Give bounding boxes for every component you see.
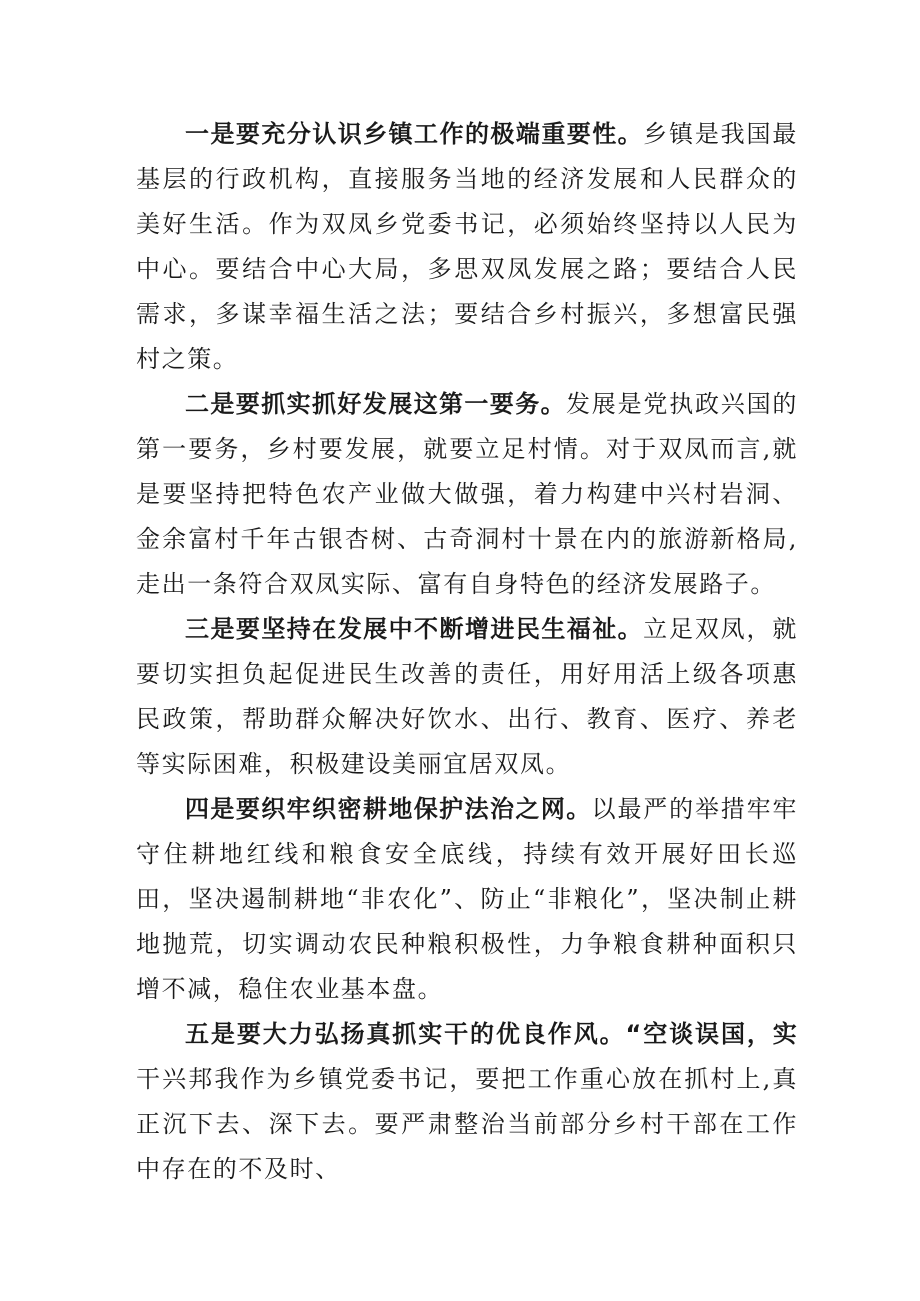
paragraph-1-text: 乡镇是我国最基层的行政机构，直接服务当地的经济发展和人民群众的美好生活。作为双凤乡党委书记，必须始终坚持以人民为中心。要结合中心大局，多思双凤发展之路；要结合人民需求，多谋幸福生活之法；要结合乡村振兴，多想富民强村之策。 [136,120,798,373]
paragraph-2-text: 发展是党执政兴国的第一要务，乡村要发展，就要立足村情。对于双凤而言,就是要坚持把特色农产业做大做强，着力构建中兴村岩洞、金余富村千年古银杏树、古奇洞村十景在内的旅游新格局,走出一条符合双凤实际、富有自身特色的经济发展路子。 [136,390,798,598]
paragraph-2-lead: 二是要抓实抓好发展这第一要务。 [185,390,566,418]
paragraph-3-text: 立足双凤，就要切实担负起促进民生改善的责任，用好用活上级各项惠民政策，帮助群众解决好饮水、出行、教育、医疗、养老等实际困难，积极建设美丽宜居双凤。 [136,615,798,778]
paragraph-3 [136,607,798,787]
paragraph-4-lead: 四是要织牢织密耕地保护法治之网。 [185,795,592,823]
paragraph-1-lead: 一是要充分认识乡镇工作的极端重要性。 [185,120,644,148]
paragraph-5 [136,1012,798,1192]
paragraph-4-text: 以最严的举措牢牢守住耕地红线和粮食安全底线，持续有效开展好田长巡田，坚决遏制耕地“非农化”、防止“非粮化”，坚决制止耕地抛荒，切实调动农民种粮积极性，力争粮食耕种面积只增不减，稳住农业基本盘。 [136,795,798,1003]
paragraph-3-lead: 三是要坚持在发展中不断增进民生福祉。 [185,615,644,643]
document-body [136,112,798,1192]
paragraph-2 [136,382,798,607]
paragraph-5-text: 干兴邦我作为乡镇党委书记，要把工作重心放在抓村上,真正沉下去、深下去。要严肃整治当前部分乡村干部在工作中存在的不及时、 [136,1065,798,1183]
paragraph-5-lead: 五是要大力弘扬真抓实干的优良作风。“空谈误国，实 [185,1020,798,1048]
paragraph-1 [136,112,798,382]
paragraph-4 [136,787,798,1012]
